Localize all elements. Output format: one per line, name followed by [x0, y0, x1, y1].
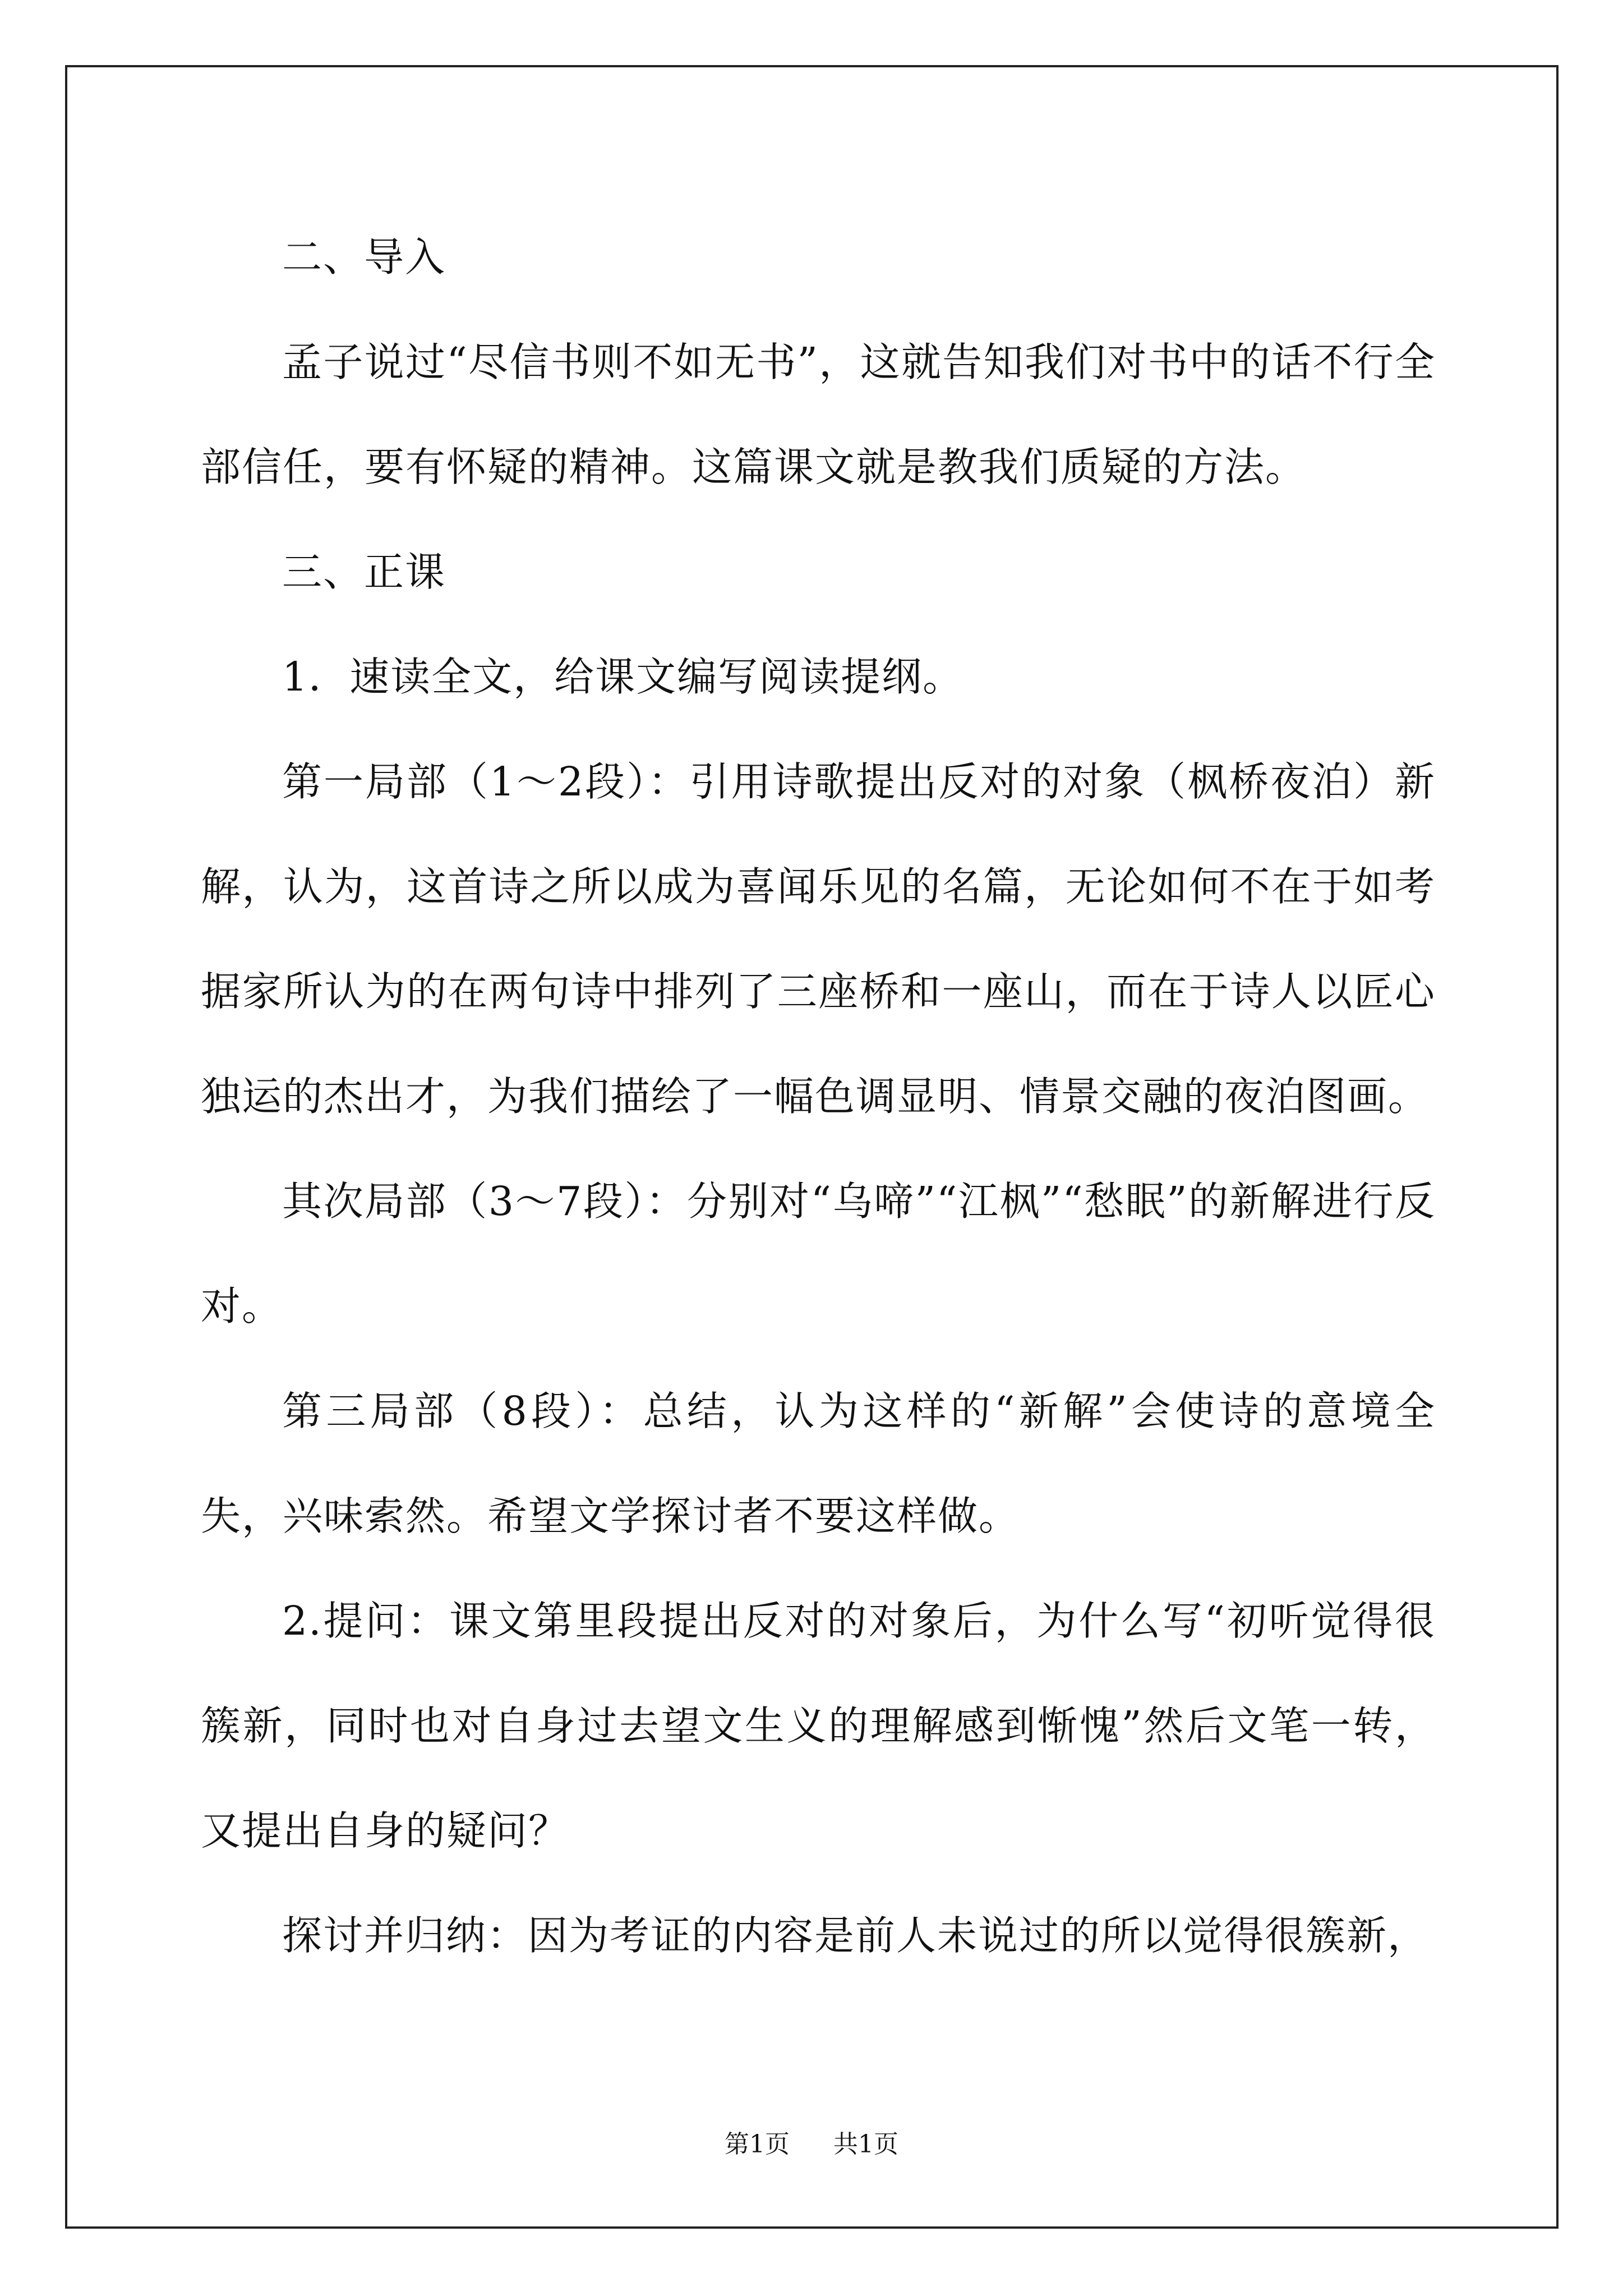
paragraph-part-two: 其次局部（3～7段）：分别对“乌啼”“江枫”“愁眠”的新解进行反对。 [201, 1178, 1436, 1329]
section-heading-main-lesson: 三、正课 [282, 549, 446, 595]
page-number: 第1页 [725, 2130, 790, 2159]
section-heading-intro: 二、导入 [282, 234, 446, 280]
paragraph-part-three: 第三局部（8段）：总结，认为这样的“新解”会使诗的意境全失，兴味索然。希望文学探讨者不要这样做。 [201, 1388, 1436, 1539]
paragraph-discussion: 探讨并归纳：因为考证的内容是前人未说过的所以觉得很簇新， [282, 1912, 1429, 1959]
page-footer [0, 2128, 1623, 2161]
paragraph-task-outline: 1．速读全文，给课文编写阅读提纲。 [282, 654, 964, 700]
document-body [201, 205, 1436, 1988]
paragraph-mencius-quote: 孟子说过“尽信书则不如无书”，这就告知我们对书中的话不行全部信任，要有怀疑的精神。这篇课文就是教我们质疑的方法。 [201, 339, 1436, 490]
paragraph-part-one: 第一局部（1～2段）：引用诗歌提出反对的对象（枫桥夜泊）新解，认为，这首诗之所以成为喜闻乐见的名篇，无论如何不在于如考据家所认为的在两句诗中排列了三座桥和一座山，而在于诗人以匠心独运的杰出才，为我们描绘了一幅色调显明、情景交融的夜泊图画。 [201, 758, 1436, 1120]
paragraph-question: 2.提问：课文第里段提出反对的对象后，为什么写“初听觉得很簇新，同时也对自身过去望文生义的理解感到惭愧”然后文笔一转，又提出自身的疑问？ [201, 1598, 1436, 1854]
page-total: 共1页 [833, 2130, 898, 2159]
